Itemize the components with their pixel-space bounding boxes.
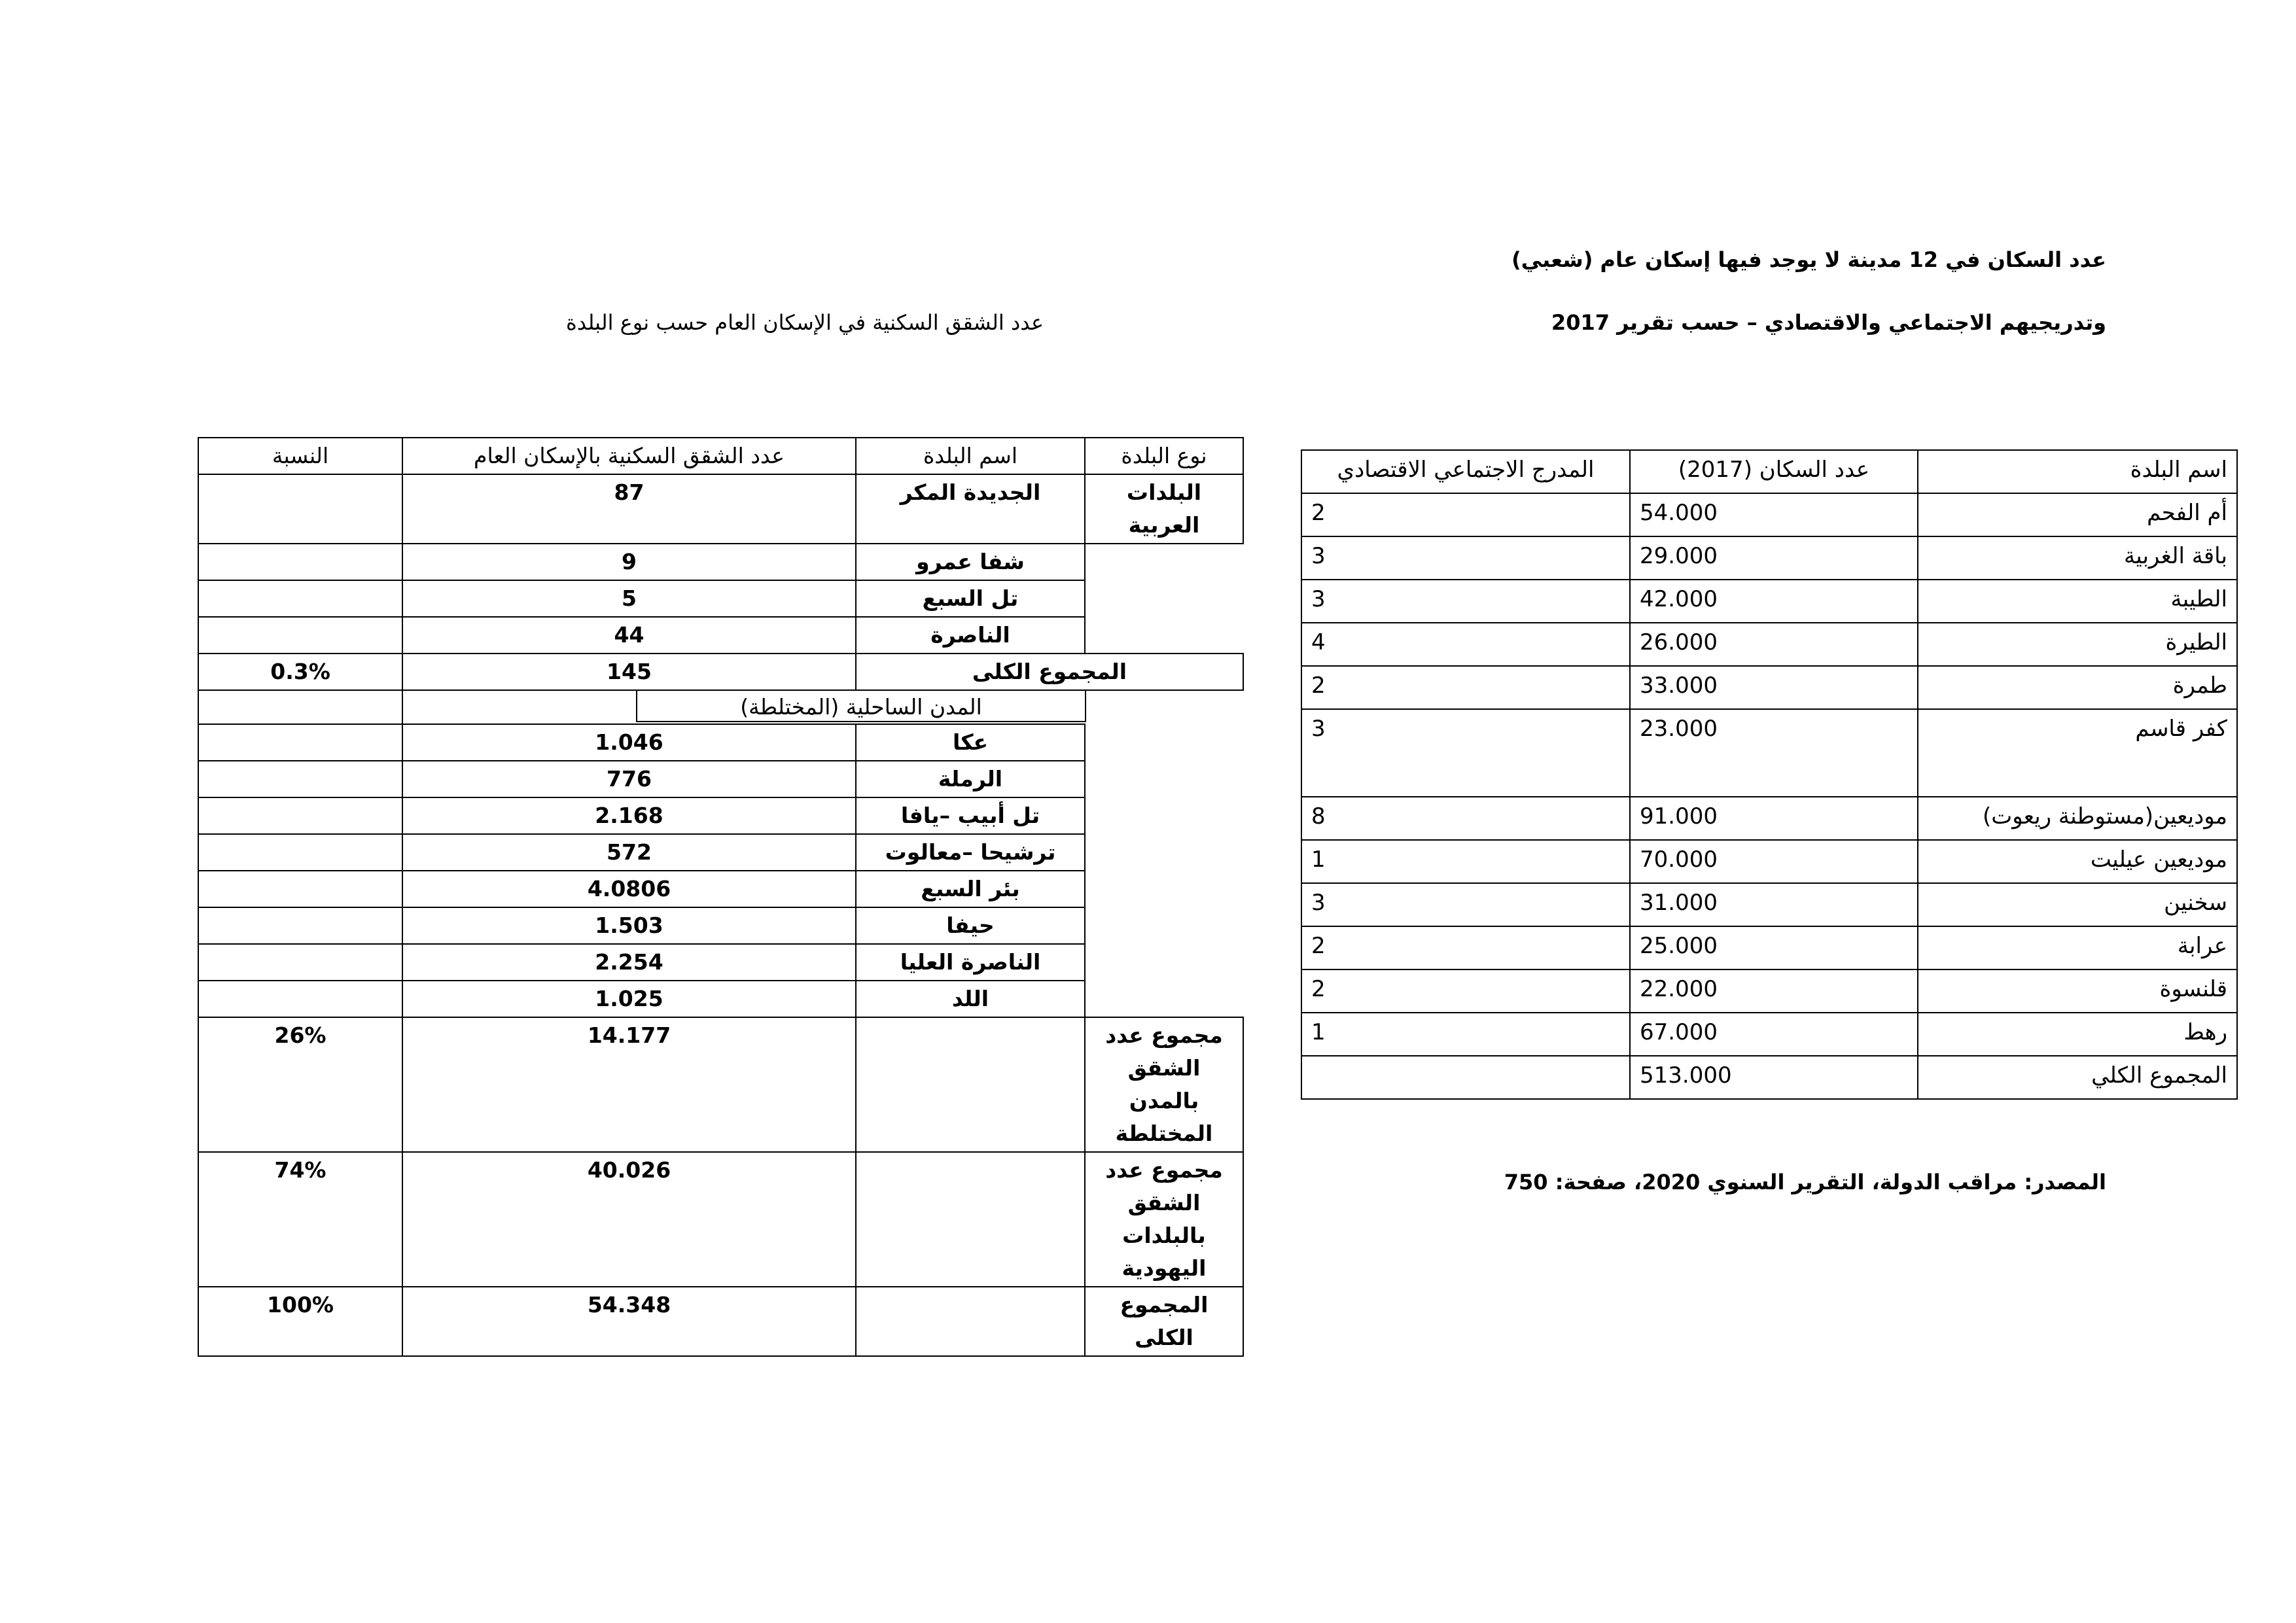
header-type: نوع البلدة — [1085, 438, 1243, 474]
town-cell: عرابة — [1918, 926, 2237, 969]
table-row — [198, 474, 1243, 544]
subtotal-units: 14.177 — [402, 1017, 856, 1152]
town-cell: عكا — [856, 724, 1085, 761]
table-header-row — [198, 438, 1243, 474]
grand-total-units: 54.348 — [402, 1287, 856, 1356]
table-row — [1301, 797, 2237, 840]
town-cell: تل السبع — [856, 580, 1085, 617]
table-row — [198, 981, 1243, 1017]
header-ratio: النسبة — [198, 438, 402, 474]
town-cell: موديعين عيليت — [1918, 840, 2237, 883]
subtotal-ratio: 26% — [198, 1017, 402, 1152]
grand-total-row — [198, 1287, 1243, 1356]
table-row — [198, 907, 1243, 944]
grand-total-ratio: 100% — [198, 1287, 402, 1356]
population-cell: 91.000 — [1630, 797, 1918, 840]
ratio-cell — [198, 907, 402, 944]
town-cell: رهط — [1918, 1013, 2237, 1056]
town-cell: حيفا — [856, 907, 1085, 944]
units-cell: 1.025 — [402, 981, 856, 1017]
ratio-cell — [198, 544, 402, 580]
units-cell: 2.254 — [402, 944, 856, 981]
population-cell: 54.000 — [1630, 493, 1918, 536]
table-row — [1301, 666, 2237, 709]
units-cell: 1.503 — [402, 907, 856, 944]
table-row — [1301, 883, 2237, 926]
units-cell: 776 — [402, 761, 856, 797]
subtotal-label: المجموع الكلى — [856, 654, 1243, 690]
ratio-cell — [198, 761, 402, 797]
source-note: المصدر: مراقب الدولة، التقرير السنوي 2020، صفحة: 750 — [1504, 1170, 2106, 1195]
ratio-cell — [198, 871, 402, 907]
population-cell: 42.000 — [1630, 580, 1918, 623]
subtotal-row — [198, 1017, 1243, 1152]
table-row — [198, 834, 1243, 871]
section-heading-row — [198, 690, 1243, 724]
rank-cell: 1 — [1301, 1013, 1630, 1056]
town-cell: باقة الغربية — [1918, 536, 2237, 580]
header-population: عدد السكان (2017) — [1630, 450, 1918, 493]
header-town: اسم البلدة — [1918, 450, 2237, 493]
population-cell: 29.000 — [1630, 536, 1918, 580]
table-row — [1301, 1013, 2237, 1056]
population-cell: 25.000 — [1630, 926, 1918, 969]
ratio-cell — [198, 617, 402, 654]
table-row — [1301, 493, 2237, 536]
header-units: عدد الشقق السكنية بالإسكان العام — [402, 438, 856, 474]
table-row — [198, 724, 1243, 761]
ratio-cell — [198, 580, 402, 617]
table-row — [1301, 580, 2237, 623]
subtotal-ratio: 0.3% — [198, 654, 402, 690]
rank-cell: 2 — [1301, 926, 1630, 969]
grand-total-label: المجموع الكلى — [1085, 1287, 1243, 1356]
town-cell: تل أبيب –يافا — [856, 797, 1085, 834]
housing-title: عدد الشقق السكنية في الإسكان العام حسب نوع البلدة — [566, 310, 1044, 335]
units-cell: 87 — [402, 474, 856, 544]
rank-cell: 2 — [1301, 666, 1630, 709]
total-rank — [1301, 1056, 1630, 1099]
population-cell: 31.000 — [1630, 883, 1918, 926]
town-cell: ترشيحا –معالوت — [856, 834, 1085, 871]
population-cell: 23.000 — [1630, 709, 1918, 797]
town-cell: قلنسوة — [1918, 969, 2237, 1013]
units-cell: 4.0806 — [402, 871, 856, 907]
table-header-row — [1301, 450, 2237, 493]
total-label: المجموع الكلي — [1918, 1056, 2237, 1099]
table-row — [198, 797, 1243, 834]
ratio-cell — [198, 724, 402, 761]
rank-cell: 2 — [1301, 493, 1630, 536]
town-cell: بئر السبع — [856, 871, 1085, 907]
subtotal-units: 40.026 — [402, 1152, 856, 1287]
mixed-cities-heading: المدن الساحلية (المختلطة) — [636, 689, 1086, 722]
population-title-line1: عدد السكان في 12 مدينة لا يوجد فيها إسكان عام (شعبي) — [1511, 247, 2106, 272]
units-cell: 1.046 — [402, 724, 856, 761]
table-row — [1301, 969, 2237, 1013]
subtotal-label: مجموع عدد الشقق بالبلدات اليهودية — [1085, 1152, 1243, 1287]
type-cell: البلدات العربية — [1085, 474, 1243, 544]
town-cell: أم الفحم — [1918, 493, 2237, 536]
total-row — [1301, 1056, 2237, 1099]
rank-cell: 8 — [1301, 797, 1630, 840]
ratio-cell — [198, 981, 402, 1017]
population-title-line2: وتدريجيهم الاجتماعي والاقتصادي – حسب تقرير 2017 — [1551, 310, 2106, 335]
table-row — [198, 580, 1243, 617]
table-row — [198, 761, 1243, 797]
ratio-cell — [198, 474, 402, 544]
units-cell: 2.168 — [402, 797, 856, 834]
subtotal-row — [198, 654, 1243, 690]
town-cell: الناصرة العليا — [856, 944, 1085, 981]
population-cell: 22.000 — [1630, 969, 1918, 1013]
town-cell: كفر قاسم — [1918, 709, 2237, 797]
ratio-cell — [198, 944, 402, 981]
table-row — [1301, 536, 2237, 580]
rank-cell: 1 — [1301, 840, 1630, 883]
town-cell: موديعين(مستوطنة ريعوت) — [1918, 797, 2237, 840]
table-row — [1301, 709, 2237, 797]
town-cell: سخنين — [1918, 883, 2237, 926]
subtotal-ratio: 74% — [198, 1152, 402, 1287]
town-cell: الناصرة — [856, 617, 1085, 654]
table-row — [198, 544, 1243, 580]
population-cell: 33.000 — [1630, 666, 1918, 709]
town-cell: شفا عمرو — [856, 544, 1085, 580]
units-cell: 572 — [402, 834, 856, 871]
rank-cell: 3 — [1301, 580, 1630, 623]
table-row — [1301, 623, 2237, 666]
units-cell: 9 — [402, 544, 856, 580]
units-cell: 5 — [402, 580, 856, 617]
town-cell: الجديدة المكر — [856, 474, 1085, 544]
table-row — [1301, 840, 2237, 883]
town-cell: الطيرة — [1918, 623, 2237, 666]
town-cell: الرملة — [856, 761, 1085, 797]
rank-cell: 3 — [1301, 709, 1630, 797]
town-cell: الطيبة — [1918, 580, 2237, 623]
subtotal-label: مجموع عدد الشقق بالمدن المختلطة — [1085, 1017, 1243, 1152]
table-row — [198, 617, 1243, 654]
population-cell: 70.000 — [1630, 840, 1918, 883]
units-cell: 44 — [402, 617, 856, 654]
population-cell: 26.000 — [1630, 623, 1918, 666]
population-table — [1301, 449, 2238, 1100]
town-cell: طمرة — [1918, 666, 2237, 709]
header-town: اسم البلدة — [856, 438, 1085, 474]
housing-table — [198, 437, 1244, 1357]
ratio-cell — [198, 797, 402, 834]
header-rank: المدرج الاجتماعي الاقتصادي — [1301, 450, 1630, 493]
table-row — [198, 871, 1243, 907]
rank-cell: 3 — [1301, 536, 1630, 580]
table-row — [1301, 926, 2237, 969]
rank-cell: 3 — [1301, 883, 1630, 926]
table-row — [198, 944, 1243, 981]
total-population: 513.000 — [1630, 1056, 1918, 1099]
ratio-cell — [198, 834, 402, 871]
population-cell: 67.000 — [1630, 1013, 1918, 1056]
subtotal-units: 145 — [402, 654, 856, 690]
subtotal-row — [198, 1152, 1243, 1287]
town-cell: اللد — [856, 981, 1085, 1017]
rank-cell: 2 — [1301, 969, 1630, 1013]
rank-cell: 4 — [1301, 623, 1630, 666]
